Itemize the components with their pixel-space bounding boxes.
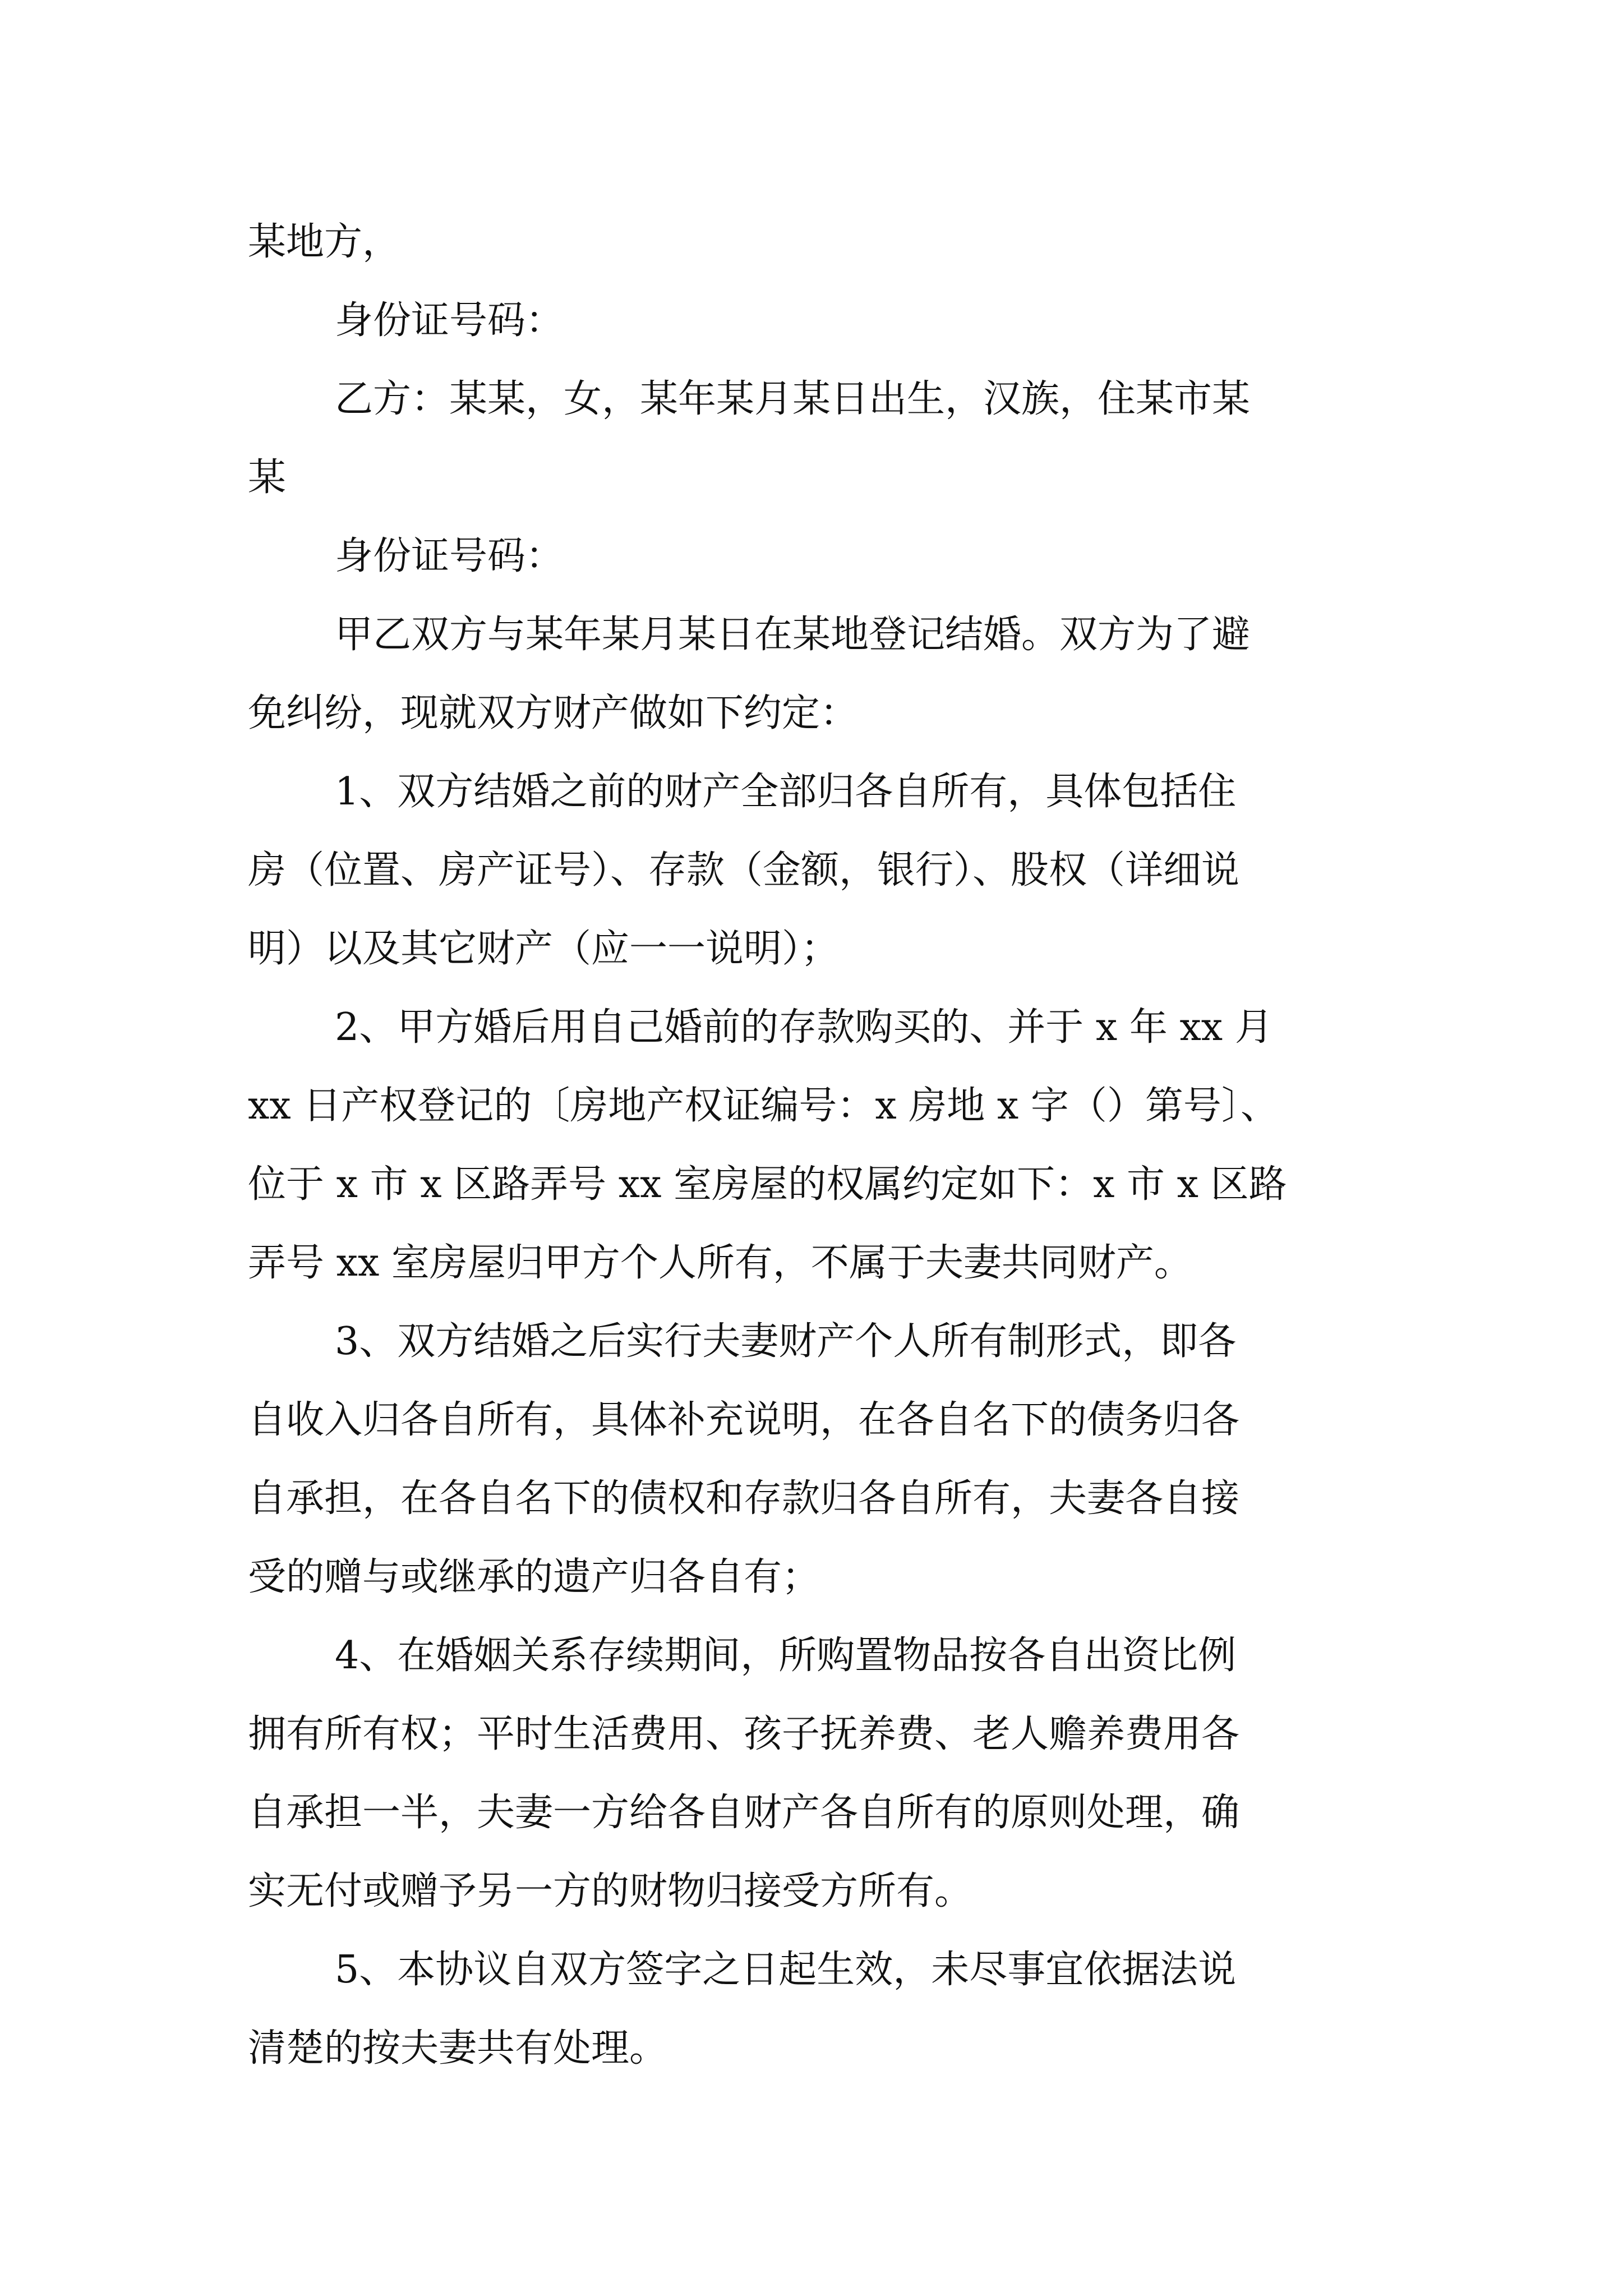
text-line: 某	[248, 455, 287, 500]
text-line: 明）以及其它财产（应一一说明）；	[248, 927, 840, 971]
text-line: 甲乙双方与某年某月某日在某地登记结婚。双方为了避	[335, 613, 1251, 657]
text-line: xx 日产权登记的〔房地产权证编号：x 房地 x 字（）第号〕、	[248, 1084, 1279, 1128]
text-line: 5、本协议自双方签字之日起生效，未尽事宜依据法说	[335, 1948, 1237, 1992]
text-line: 免纠纷，现就双方财产做如下约定：	[248, 691, 859, 735]
text-line: 自收入归各自所有，具体补充说明，在各自名下的债务归各	[248, 1398, 1240, 1442]
text-line: 3、双方结婚之后实行夫妻财产个人所有制形式，即各	[335, 1319, 1237, 1364]
text-line: 身份证号码：	[335, 534, 564, 578]
text-line: 某地方，	[248, 220, 401, 264]
text-line: 4、在婚姻关系存续期间，所购置物品按各自出资比例	[335, 1634, 1237, 1678]
text-line: 自承担，在各自名下的债权和存款归各自所有，夫妻各自接	[248, 1476, 1240, 1521]
text-line: 清楚的按夫妻共有处理。	[248, 2026, 668, 2070]
text-line: 身份证号码：	[335, 298, 564, 343]
text-line: 自承担一半，夫妻一方给各自财产各自所有的原则处理，确	[248, 1791, 1240, 1835]
text-line: 拥有所有权；平时生活费用、孩子抚养费、老人赡养费用各	[248, 1712, 1240, 1756]
text-line: 1、双方结婚之前的财产全部归各自所有，具体包括住	[335, 770, 1237, 814]
text-line: 乙方：某某，女，某年某月某日出生，汉族，住某市某	[335, 377, 1251, 421]
text-line: 2、甲方婚后用自己婚前的存款购买的、并于 x 年 xx 月	[335, 1005, 1273, 1050]
text-line: 房（位置、房产证号）、存款（金额，银行）、股权（详细说	[248, 848, 1240, 892]
text-line: 受的赠与或继承的遗产归各自有；	[248, 1555, 820, 1599]
text-line: 位于 x 市 x 区路弄号 xx 室房屋的权属约定如下：x 市 x 区路	[248, 1162, 1287, 1207]
text-line: 实无付或赠予另一方的财物归接受方所有。	[248, 1869, 973, 1913]
text-line: 弄号 xx 室房屋归甲方个人所有，不属于夫妻共同财产。	[248, 1241, 1192, 1285]
